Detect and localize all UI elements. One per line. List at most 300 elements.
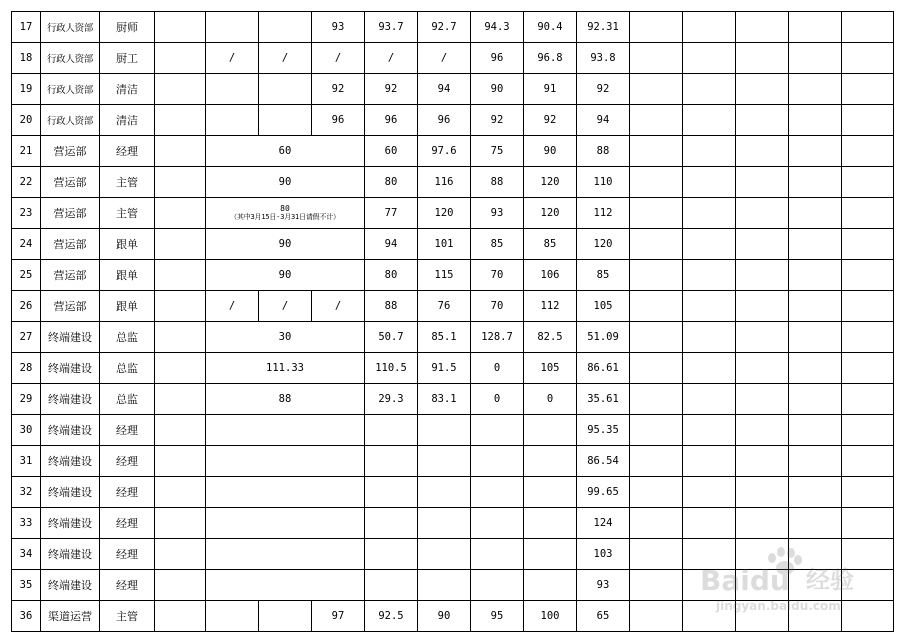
value-cell (365, 508, 418, 539)
value-cell: 0 (471, 384, 524, 415)
department-cell: 终端建设 (41, 322, 100, 353)
blank-cell (736, 291, 789, 322)
blank-cell (630, 570, 683, 601)
value-cell: 75 (471, 136, 524, 167)
department-cell: 终端建设 (41, 539, 100, 570)
blank-cell (789, 74, 842, 105)
row-number-cell: 34 (12, 539, 41, 570)
table-row (12, 43, 894, 74)
value-cell: / (259, 43, 312, 74)
value-cell: / (259, 291, 312, 322)
table-row (12, 353, 894, 384)
value-cell (418, 539, 471, 570)
value-cell: 112 (524, 291, 577, 322)
blank-cell (736, 539, 789, 570)
value-cell (259, 105, 312, 136)
blank-cell (155, 322, 206, 353)
blank-cell (683, 446, 736, 477)
value-cell: 120 (524, 198, 577, 229)
watermark-url: jingyan.baidu.com (716, 599, 841, 613)
value-cell: 92.7 (418, 12, 471, 43)
row-number-cell: 33 (12, 508, 41, 539)
value-cell: 88 (471, 167, 524, 198)
blank-cell (736, 601, 789, 632)
average-cell: 103 (577, 539, 630, 570)
blank-cell (155, 508, 206, 539)
blank-cell (155, 105, 206, 136)
merged-value-cell: 111.33 (206, 353, 365, 384)
blank-cell (736, 477, 789, 508)
department-cell: 行政人资部 (41, 12, 100, 43)
value-cell: 0 (524, 384, 577, 415)
blank-cell (155, 384, 206, 415)
blank-cell (683, 260, 736, 291)
row-number-cell: 27 (12, 322, 41, 353)
value-cell (365, 539, 418, 570)
value-cell: / (312, 291, 365, 322)
merged-value-cell (206, 477, 365, 508)
position-cell: 跟单 (100, 229, 155, 260)
blank-cell (155, 74, 206, 105)
value-cell: 120 (418, 198, 471, 229)
value-cell: 0 (471, 353, 524, 384)
blank-cell (736, 415, 789, 446)
blank-cell (842, 12, 894, 43)
value-cell: 50.7 (365, 322, 418, 353)
merged-value-cell (206, 198, 365, 229)
blank-cell (683, 415, 736, 446)
average-cell: 86.61 (577, 353, 630, 384)
department-cell: 营运部 (41, 136, 100, 167)
table-row (12, 384, 894, 415)
blank-cell (155, 353, 206, 384)
value-cell: 29.3 (365, 384, 418, 415)
value-cell (206, 105, 259, 136)
blank-cell (630, 539, 683, 570)
department-cell: 终端建设 (41, 353, 100, 384)
table-row (12, 74, 894, 105)
blank-cell (683, 322, 736, 353)
value-cell: 93 (312, 12, 365, 43)
position-cell: 清洁 (100, 105, 155, 136)
blank-cell (736, 12, 789, 43)
value-cell (418, 446, 471, 477)
blank-cell (630, 291, 683, 322)
value-cell: 90 (524, 136, 577, 167)
value-cell: 96 (471, 43, 524, 74)
blank-cell (683, 198, 736, 229)
blank-cell (789, 570, 842, 601)
blank-cell (683, 353, 736, 384)
blank-cell (842, 260, 894, 291)
blank-cell (736, 353, 789, 384)
average-cell: 94 (577, 105, 630, 136)
value-cell: 105 (524, 353, 577, 384)
average-cell: 110 (577, 167, 630, 198)
value-cell (365, 477, 418, 508)
blank-cell (789, 167, 842, 198)
blank-cell (736, 260, 789, 291)
row-number-cell: 36 (12, 601, 41, 632)
table-row (12, 539, 894, 570)
value-cell (524, 570, 577, 601)
value-cell: 92.5 (365, 601, 418, 632)
blank-cell (736, 446, 789, 477)
merged-value-cell (206, 415, 365, 446)
department-cell: 终端建设 (41, 415, 100, 446)
average-cell: 51.09 (577, 322, 630, 353)
merged-value-cell: 90 (206, 260, 365, 291)
blank-cell (842, 415, 894, 446)
value-cell: / (206, 43, 259, 74)
blank-cell (736, 167, 789, 198)
table-row (12, 167, 894, 198)
watermark-brand: Baidu (700, 564, 790, 597)
position-cell: 经理 (100, 415, 155, 446)
watermark-brand-cn: 经验 (806, 566, 854, 594)
blank-cell (630, 353, 683, 384)
blank-cell (155, 167, 206, 198)
blank-cell (736, 570, 789, 601)
position-cell: 跟单 (100, 260, 155, 291)
blank-cell (842, 477, 894, 508)
blank-cell (630, 601, 683, 632)
blank-cell (630, 12, 683, 43)
value-cell: / (206, 291, 259, 322)
blank-cell (683, 43, 736, 74)
average-cell: 92 (577, 74, 630, 105)
value-cell: 97 (312, 601, 365, 632)
value-cell: 92 (312, 74, 365, 105)
row-number-cell: 18 (12, 43, 41, 74)
department-cell: 营运部 (41, 291, 100, 322)
average-cell: 105 (577, 291, 630, 322)
row-number-cell: 35 (12, 570, 41, 601)
row-number-cell: 30 (12, 415, 41, 446)
blank-cell (736, 74, 789, 105)
blank-cell (683, 508, 736, 539)
blank-cell (630, 322, 683, 353)
blank-cell (683, 477, 736, 508)
blank-cell (736, 105, 789, 136)
row-number-cell: 31 (12, 446, 41, 477)
average-cell: 112 (577, 198, 630, 229)
blank-cell (155, 260, 206, 291)
table-row (12, 198, 894, 229)
value-cell: 70 (471, 291, 524, 322)
value-cell: 116 (418, 167, 471, 198)
average-cell: 88 (577, 136, 630, 167)
position-cell: 主管 (100, 601, 155, 632)
blank-cell (789, 198, 842, 229)
value-cell (471, 570, 524, 601)
value-cell: 92 (524, 105, 577, 136)
table-row (12, 12, 894, 43)
value-cell (471, 508, 524, 539)
value-cell: 83.1 (418, 384, 471, 415)
blank-cell (789, 229, 842, 260)
blank-cell (736, 384, 789, 415)
average-cell: 93 (577, 570, 630, 601)
merged-value-cell: 30 (206, 322, 365, 353)
merged-note: （其中3月15日-3月31日请假不计） (230, 213, 340, 221)
blank-cell (789, 415, 842, 446)
value-cell (524, 446, 577, 477)
value-cell (259, 74, 312, 105)
blank-cell (789, 291, 842, 322)
blank-cell (630, 43, 683, 74)
value-cell (365, 415, 418, 446)
value-cell: 106 (524, 260, 577, 291)
blank-cell (683, 12, 736, 43)
value-cell (206, 601, 259, 632)
blank-cell (789, 508, 842, 539)
blank-cell (842, 198, 894, 229)
row-number-cell: 19 (12, 74, 41, 105)
position-cell: 经理 (100, 539, 155, 570)
table-row (12, 136, 894, 167)
blank-cell (683, 384, 736, 415)
table-row (12, 601, 894, 632)
blank-cell (842, 384, 894, 415)
row-number-cell: 25 (12, 260, 41, 291)
blank-cell (736, 322, 789, 353)
blank-cell (630, 74, 683, 105)
table-row (12, 322, 894, 353)
blank-cell (683, 229, 736, 260)
row-number-cell: 32 (12, 477, 41, 508)
blank-cell (789, 539, 842, 570)
average-cell: 93.8 (577, 43, 630, 74)
blank-cell (683, 105, 736, 136)
blank-cell (789, 43, 842, 74)
value-cell (365, 446, 418, 477)
blank-cell (842, 539, 894, 570)
value-cell: 94 (418, 74, 471, 105)
blank-cell (789, 477, 842, 508)
blank-cell (155, 477, 206, 508)
blank-cell (842, 322, 894, 353)
blank-cell (842, 105, 894, 136)
value-cell: 70 (471, 260, 524, 291)
value-cell: 110.5 (365, 353, 418, 384)
blank-cell (630, 105, 683, 136)
blank-cell (789, 136, 842, 167)
merged-value-cell (206, 446, 365, 477)
position-cell: 总监 (100, 353, 155, 384)
table-row (12, 229, 894, 260)
position-cell: 经理 (100, 446, 155, 477)
value-cell: / (365, 43, 418, 74)
blank-cell (683, 291, 736, 322)
blank-cell (789, 353, 842, 384)
blank-cell (842, 136, 894, 167)
average-cell: 85 (577, 260, 630, 291)
blank-cell (630, 229, 683, 260)
value-cell: 97.6 (418, 136, 471, 167)
value-cell: 80 (365, 260, 418, 291)
value-cell (524, 477, 577, 508)
value-cell (524, 415, 577, 446)
blank-cell (789, 601, 842, 632)
value-cell: / (418, 43, 471, 74)
value-cell (471, 477, 524, 508)
blank-cell (683, 74, 736, 105)
blank-cell (842, 508, 894, 539)
blank-cell (155, 601, 206, 632)
value-cell (206, 12, 259, 43)
blank-cell (789, 105, 842, 136)
blank-cell (789, 12, 842, 43)
average-cell: 35.61 (577, 384, 630, 415)
position-cell: 经理 (100, 477, 155, 508)
blank-cell (736, 136, 789, 167)
value-cell: 88 (365, 291, 418, 322)
value-cell: 92 (365, 74, 418, 105)
blank-cell (736, 229, 789, 260)
average-cell: 65 (577, 601, 630, 632)
department-cell: 终端建设 (41, 477, 100, 508)
position-cell: 厨工 (100, 43, 155, 74)
value-cell: 77 (365, 198, 418, 229)
value-cell: 93.7 (365, 12, 418, 43)
department-cell: 终端建设 (41, 508, 100, 539)
merged-value-cell: 60 (206, 136, 365, 167)
department-cell: 终端建设 (41, 570, 100, 601)
merged-value-cell: 90 (206, 229, 365, 260)
blank-cell (789, 322, 842, 353)
blank-cell (842, 291, 894, 322)
table-row (12, 291, 894, 322)
value-cell: 120 (524, 167, 577, 198)
position-cell: 主管 (100, 167, 155, 198)
row-number-cell: 23 (12, 198, 41, 229)
blank-cell (155, 291, 206, 322)
row-number-cell: 29 (12, 384, 41, 415)
value-cell (259, 12, 312, 43)
blank-cell (155, 43, 206, 74)
value-cell: 90.4 (524, 12, 577, 43)
merged-value-cell (206, 508, 365, 539)
blank-cell (630, 198, 683, 229)
value-cell: 85 (524, 229, 577, 260)
value-cell: 94 (365, 229, 418, 260)
average-cell: 99.65 (577, 477, 630, 508)
value-cell: 95 (471, 601, 524, 632)
blank-cell (155, 136, 206, 167)
value-cell (471, 415, 524, 446)
value-cell (471, 446, 524, 477)
value-cell (418, 570, 471, 601)
value-cell (524, 539, 577, 570)
blank-cell (155, 415, 206, 446)
blank-cell (736, 508, 789, 539)
value-cell: 90 (471, 74, 524, 105)
blank-cell (630, 477, 683, 508)
table-row (12, 260, 894, 291)
merged-value-cell (206, 570, 365, 601)
table-row (12, 105, 894, 136)
row-number-cell: 22 (12, 167, 41, 198)
value-cell: 80 (365, 167, 418, 198)
position-cell: 经理 (100, 136, 155, 167)
value-cell: 101 (418, 229, 471, 260)
department-cell: 营运部 (41, 229, 100, 260)
row-number-cell: 28 (12, 353, 41, 384)
department-cell: 营运部 (41, 167, 100, 198)
department-cell: 行政人资部 (41, 43, 100, 74)
blank-cell (789, 260, 842, 291)
department-cell: 终端建设 (41, 384, 100, 415)
value-cell (418, 508, 471, 539)
merged-value: 80 (280, 204, 290, 213)
blank-cell (683, 570, 736, 601)
value-cell: 91.5 (418, 353, 471, 384)
merged-value-cell: 90 (206, 167, 365, 198)
blank-cell (842, 229, 894, 260)
blank-cell (683, 601, 736, 632)
blank-cell (630, 167, 683, 198)
blank-cell (842, 74, 894, 105)
table-row (12, 446, 894, 477)
blank-cell (789, 384, 842, 415)
table-row (12, 508, 894, 539)
average-cell: 86.54 (577, 446, 630, 477)
blank-cell (630, 446, 683, 477)
value-cell: 60 (365, 136, 418, 167)
average-cell: 95.35 (577, 415, 630, 446)
blank-cell (842, 167, 894, 198)
blank-cell (683, 167, 736, 198)
blank-cell (630, 508, 683, 539)
department-cell: 行政人资部 (41, 105, 100, 136)
blank-cell (736, 43, 789, 74)
value-cell: / (312, 43, 365, 74)
blank-cell (155, 229, 206, 260)
value-cell: 76 (418, 291, 471, 322)
row-number-cell: 26 (12, 291, 41, 322)
position-cell: 清洁 (100, 74, 155, 105)
position-cell: 经理 (100, 508, 155, 539)
score-table (11, 11, 894, 632)
value-cell: 100 (524, 601, 577, 632)
value-cell: 93 (471, 198, 524, 229)
value-cell: 85.1 (418, 322, 471, 353)
blank-cell (683, 136, 736, 167)
position-cell: 主管 (100, 198, 155, 229)
blank-cell (842, 446, 894, 477)
table-row (12, 415, 894, 446)
blank-cell (155, 570, 206, 601)
table-row (12, 477, 894, 508)
merged-value-cell: 88 (206, 384, 365, 415)
merged-value-cell (206, 539, 365, 570)
value-cell: 92 (471, 105, 524, 136)
value-cell: 82.5 (524, 322, 577, 353)
blank-cell (630, 384, 683, 415)
blank-cell (842, 43, 894, 74)
row-number-cell: 21 (12, 136, 41, 167)
blank-cell (155, 446, 206, 477)
value-cell (418, 415, 471, 446)
value-cell (418, 477, 471, 508)
row-number-cell: 17 (12, 12, 41, 43)
value-cell (365, 570, 418, 601)
department-cell: 渠道运营 (41, 601, 100, 632)
value-cell: 96 (418, 105, 471, 136)
blank-cell (842, 570, 894, 601)
row-number-cell: 24 (12, 229, 41, 260)
